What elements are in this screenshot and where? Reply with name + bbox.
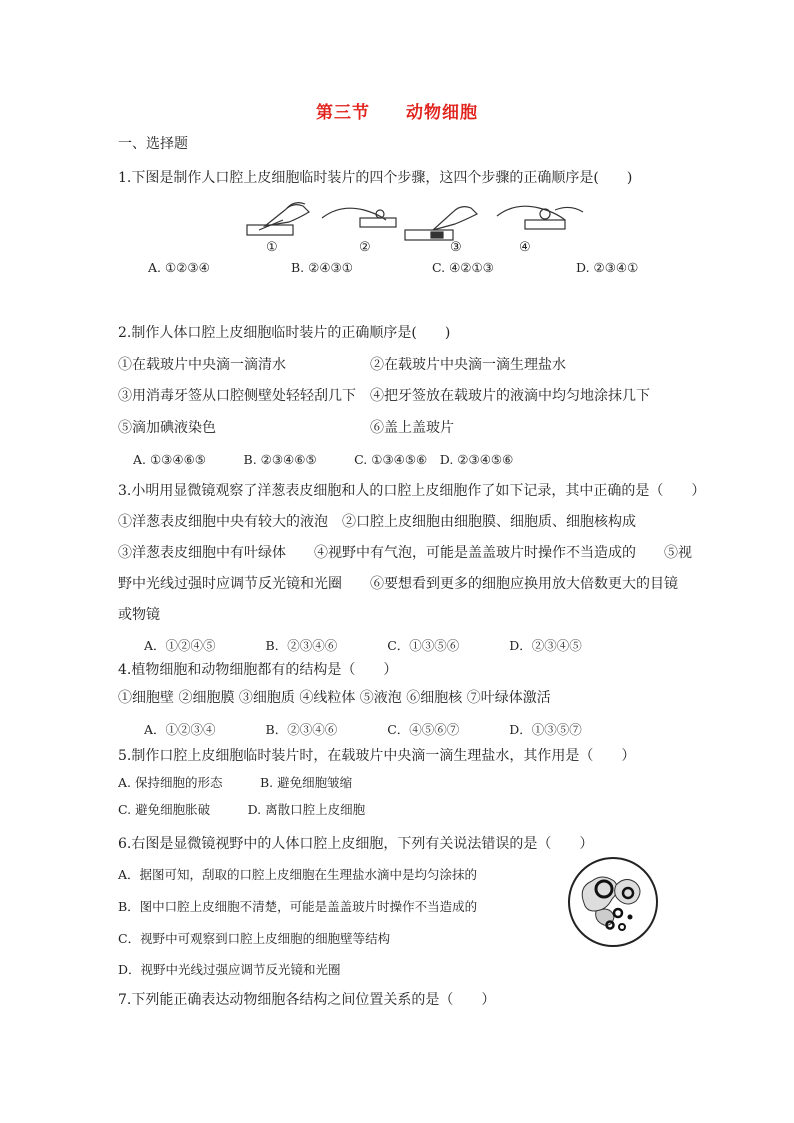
figure-label-4: ④ xyxy=(519,240,531,255)
figure-label-2: ② xyxy=(359,240,371,255)
question-1-stem: 1.下图是制作人口腔上皮细胞临时装片的四个步骤，这四个步骤的正确顺序是( ) xyxy=(118,170,633,186)
question-4-stem: 4.植物细胞和动物细胞都有的结构是（ ） xyxy=(118,662,398,678)
question-6-option-b: B．图中口腔上皮细胞不清楚，可能是盖盖玻片时操作不当造成的 xyxy=(118,899,478,914)
question-2-item-2: ②在载玻片中央滴一滴生理盐水 xyxy=(370,357,566,373)
question-3-line-5: 或物镜 xyxy=(118,607,160,623)
question-6-option-c: C．视野中可观察到口腔上皮细胞的细胞壁等结构 xyxy=(118,931,391,946)
question-2-item-5: ⑤滴加碘液染色 xyxy=(118,420,216,436)
question-5-options-cd: C. 避免细胞胀破 D. 离散口腔上皮细胞 xyxy=(118,802,366,817)
step-2-figure xyxy=(322,208,396,227)
question-3-line-2: ①洋葱表皮细胞中央有较大的液泡 ②口腔上皮细胞由细胞膜、细胞质、细胞核构成 xyxy=(118,514,636,530)
question-4-options: A．①②③④ B．②③④⑥ C．④⑤⑥⑦ D．①③⑤⑦ xyxy=(144,722,582,737)
question-2-options: A. ①③④⑥⑤ B. ②③④⑥⑤ C. ①③④⑤⑥ D. ②③④⑤⑥ xyxy=(133,452,514,467)
section-heading: 一、选择题 xyxy=(118,136,188,152)
question-6-option-a: A．据图可知，刮取的口腔上皮细胞在生理盐水滴中是均匀涂抹的 xyxy=(118,867,478,882)
question-5-stem: 5.制作口腔上皮细胞临时装片时，在载玻片中央滴一滴生理盐水，其作用是（ ） xyxy=(118,748,636,764)
question-3-options: A．①②④⑤ B．②③④⑥ C．①③⑤⑥ D．②③④⑤ xyxy=(144,638,582,653)
question-3-line-4: 野中光线过强时应调节反光镜和光圈 ⑥要想看到更多的细胞应换用放大倍数更大的目镜 xyxy=(118,576,678,592)
question-5-options-ab: A. 保持细胞的形态 B. 避免细胞皱缩 xyxy=(118,775,353,790)
question-1-option-d: D. ②③④① xyxy=(576,260,639,275)
glass-slide-1 xyxy=(247,225,293,235)
step-4-figure xyxy=(497,206,583,229)
question-7-stem: 7.下列能正确表达动物细胞各结构之间位置关系的是（ ） xyxy=(118,992,496,1008)
figure-label-1: ① xyxy=(266,240,278,255)
question-6-option-d: D．视野中光线过强应调节反光镜和光圈 xyxy=(118,962,341,977)
question-1-option-a: A. ①②③④ xyxy=(148,260,210,275)
question-2-stem: 2.制作人体口腔上皮细胞临时装片的正确顺序是( ) xyxy=(118,325,451,341)
question-3-stem: 3.小明用显微镜观察了洋葱表皮细胞和人的口腔上皮细胞作了如下记录，其中正确的是（ ） xyxy=(118,483,706,499)
question-3-line-3: ③洋葱表皮细胞中有叶绿体 ④视野中有气泡，可能是盖盖玻片时操作不当造成的 ⑤视 xyxy=(118,545,692,561)
page-title: 第三节 动物细胞 xyxy=(316,103,478,123)
question-2-item-1: ①在载玻片中央滴一滴清水 xyxy=(118,357,286,373)
step-3-figure xyxy=(405,207,477,240)
step-1-figure xyxy=(247,203,309,235)
question-2-item-4: ④把牙签放在载玻片的液滴中均匀地涂抹几下 xyxy=(370,388,650,404)
question-6-stem: 6.右图是显微镜视野中的人体口腔上皮细胞，下列有关说法错误的是（ ） xyxy=(118,836,594,852)
microscope-field-figure xyxy=(566,855,660,949)
question-1-option-b: B. ②④③① xyxy=(291,260,353,275)
question-2-item-3: ③用消毒牙签从口腔侧壁处轻轻刮几下 xyxy=(118,388,356,404)
question-2-item-6: ⑥盖上盖玻片 xyxy=(370,420,454,436)
step-illustrations xyxy=(245,200,590,262)
figure-label-3: ③ xyxy=(450,240,462,255)
question-4-items: ①细胞壁 ②细胞膜 ③细胞质 ④线粒体 ⑤液泡 ⑥细胞核 ⑦叶绿体激活 xyxy=(118,690,551,706)
question-1-option-c: C. ④②①③ xyxy=(432,260,494,275)
